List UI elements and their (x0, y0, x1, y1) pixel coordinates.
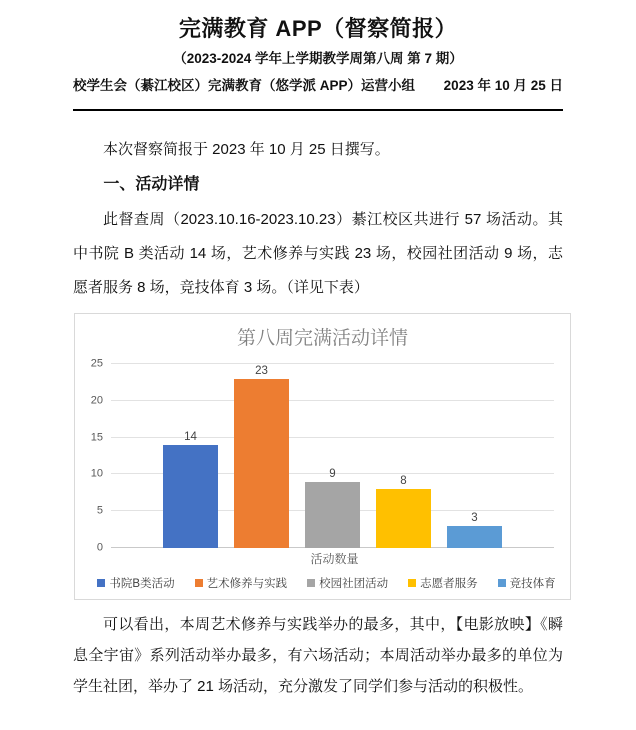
activity-bar-chart (74, 313, 571, 600)
bar-holder (305, 364, 360, 548)
bar-holder (376, 364, 431, 548)
bar (305, 482, 360, 548)
doc-date: 2023 年 10 月 25 日 (443, 78, 563, 93)
chart-title: 第八周完满活动详情 (236, 328, 408, 349)
legend-label: 校园社团活动 (319, 578, 389, 590)
legend-swatch (498, 579, 506, 587)
doc-subtitle: （2023-2024 学年上学期教学周第八周 第 7 期） (173, 51, 463, 66)
bar-value-label: 9 (329, 467, 336, 480)
legend-item (498, 575, 556, 591)
y-tick-label: 15 (90, 431, 103, 444)
chart-plot (90, 357, 554, 554)
doc-title: 完满教育 APP（督察简报） (178, 16, 458, 41)
bar-value-label: 14 (184, 430, 197, 443)
chart-xlabel: 活动数量 (310, 552, 359, 566)
y-tick-label: 25 (90, 357, 103, 370)
legend-swatch (97, 579, 105, 587)
legend-item (195, 575, 288, 591)
legend-label: 书院B类活动 (109, 578, 175, 590)
analysis-paragraph: 可以看出，本周艺术修养与实践举办的最多，其中，【电影放映】《瞬息全宇宙》系列活动举办最多，有六场活动；本周活动举办最多的单位为学生社团，举办了 21 场活动，充分激发了同学们参与活动的积极性。 (73, 616, 563, 695)
y-tick-label: 5 (96, 504, 103, 517)
legend-label: 艺术修养与实践 (206, 578, 288, 590)
legend-swatch (307, 579, 315, 587)
y-tick-label: 20 (90, 394, 103, 407)
bar (234, 379, 289, 548)
bar-holder (163, 364, 218, 548)
activity-summary-paragraph: 此督查周（2023.10.16-2023.10.23）綦江校区共进行 57 场活动。其中书院 B 类活动 14 场，艺术修养与实践 23 场，校园社团活动 9 场，志愿者服务 8 场，竞技体育 3 场。（详见下表） (73, 211, 563, 296)
bar (376, 489, 431, 548)
section-heading: 一、活动详情 (103, 176, 200, 193)
legend-label: 志愿者服务 (420, 578, 478, 590)
legend-swatch (408, 579, 416, 587)
y-tick-label: 0 (96, 541, 103, 554)
bar-group (111, 364, 554, 548)
legend-item (408, 575, 478, 591)
doc-org: 校学生会（綦江校区）完满教育（悠学派 APP）运营小组 (73, 78, 416, 93)
legend-swatch (195, 579, 203, 587)
legend-item (307, 575, 388, 591)
bar (447, 526, 502, 548)
intro-paragraph: 本次督察简报于 2023 年 10 月 25 日撰写。 (103, 141, 390, 158)
bar-holder (447, 364, 502, 548)
bar-value-label: 8 (400, 475, 407, 488)
bar-value-label: 23 (255, 365, 268, 377)
bar (163, 445, 218, 548)
legend-label: 竞技体育 (509, 578, 556, 590)
doc-byline (73, 76, 563, 96)
chart-legend (87, 575, 558, 591)
bar-value-label: 3 (471, 511, 478, 524)
bar-holder (234, 364, 289, 548)
y-tick-label: 10 (90, 467, 103, 480)
header-divider (73, 109, 563, 111)
legend-item (97, 575, 174, 591)
